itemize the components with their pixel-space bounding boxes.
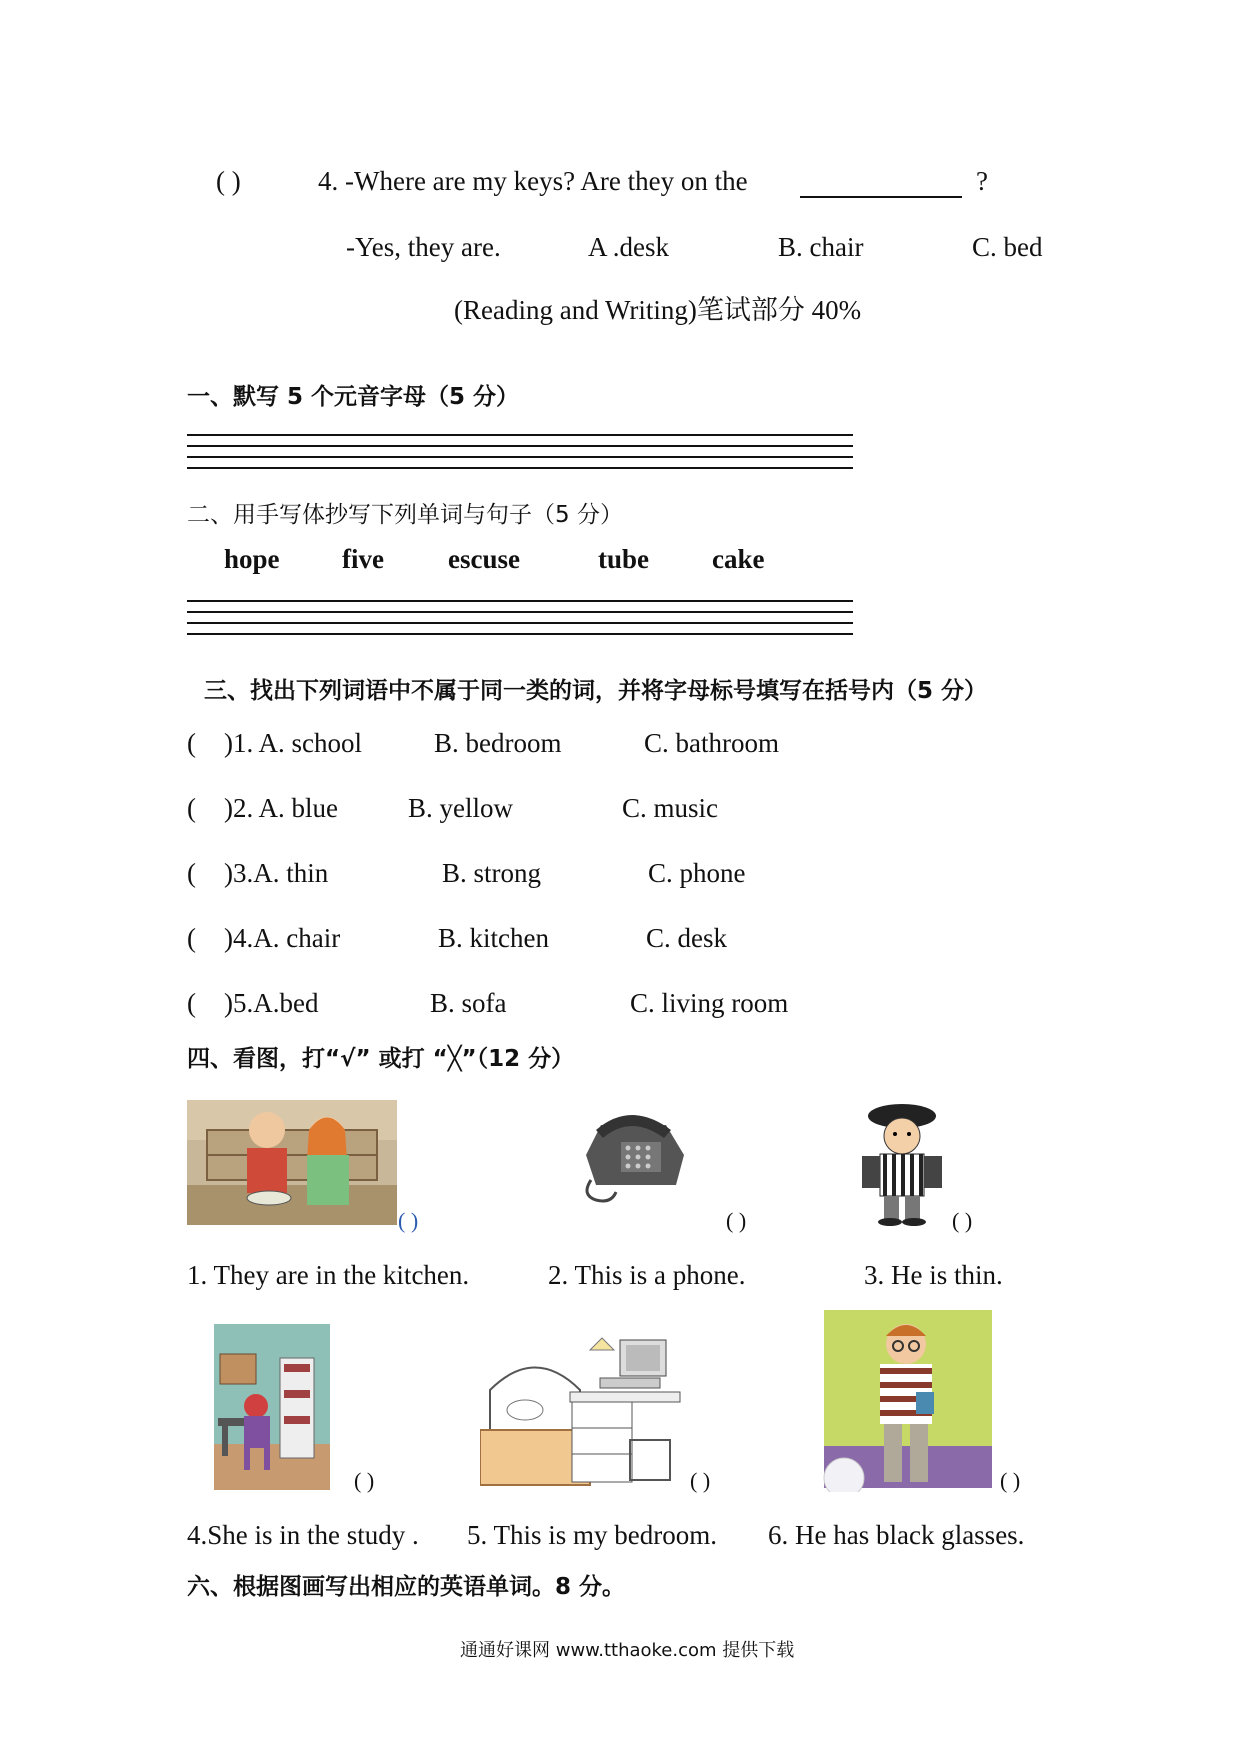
- copy-word: hope: [224, 544, 280, 574]
- option-a: )5.A.bed: [224, 988, 319, 1018]
- section3-title: 三、找出下列词语中不属于同一类的词，并将字母标号填写在括号内（5 分）: [204, 678, 988, 704]
- answer-paren[interactable]: ( ): [398, 1208, 419, 1233]
- question-end: ?: [976, 166, 988, 196]
- picture-caption: 3. He is thin.: [864, 1260, 1003, 1290]
- copy-word: escuse: [448, 544, 520, 574]
- answer-paren[interactable]: (: [187, 923, 196, 953]
- answer-paren[interactable]: (: [187, 793, 196, 823]
- glasses-boy-picture: [818, 1306, 998, 1492]
- writing-lines-1[interactable]: [187, 434, 853, 478]
- answer-paren[interactable]: (: [187, 988, 196, 1018]
- option-b: B. bedroom: [434, 728, 562, 758]
- picture-caption: 4.She is in the study .: [187, 1520, 419, 1550]
- answer-paren[interactable]: ( ): [690, 1468, 711, 1493]
- option-a: )3.A. thin: [224, 858, 329, 888]
- section4-title: 四、看图，打“√” 或打 “╳”（12 分）: [187, 1046, 575, 1072]
- option-b: B. sofa: [430, 988, 507, 1018]
- option-b: B. kitchen: [438, 923, 549, 953]
- option-c: C. bathroom: [644, 728, 779, 758]
- option-b: B. chair: [778, 232, 864, 262]
- footer-text: 通通好课网 www.tthaoke.com 提供下载: [460, 1640, 795, 1661]
- answer-paren[interactable]: ( ): [216, 166, 241, 196]
- question-text: 4. -Where are my keys? Are they on the: [318, 166, 748, 196]
- study-picture: [214, 1324, 330, 1490]
- writing-lines-2[interactable]: [187, 600, 853, 644]
- answer-paren[interactable]: ( ): [354, 1468, 375, 1493]
- copy-word: five: [342, 544, 384, 574]
- answer-paren[interactable]: ( ): [952, 1208, 973, 1233]
- option-c: C. desk: [646, 923, 727, 953]
- boy-picture: [852, 1098, 952, 1226]
- option-c: C. bed: [972, 232, 1043, 262]
- kitchen-picture: [187, 1100, 397, 1225]
- picture-caption: 1. They are in the kitchen.: [187, 1260, 470, 1290]
- picture-caption: 2. This is a phone.: [548, 1260, 746, 1290]
- option-b: B. yellow: [408, 793, 513, 823]
- phone-picture: [576, 1100, 691, 1205]
- option-a: )4.A. chair: [224, 923, 341, 953]
- answer-paren[interactable]: ( ): [726, 1208, 747, 1233]
- picture-caption: 5. This is my bedroom.: [467, 1520, 718, 1550]
- option-c: C. phone: [648, 858, 746, 888]
- answer-paren[interactable]: ( ): [1000, 1468, 1021, 1493]
- option-c: C. music: [622, 793, 719, 823]
- option-a: )1. A. school: [224, 728, 362, 758]
- bedroom-picture: [480, 1330, 690, 1490]
- option-b: B. strong: [442, 858, 542, 888]
- option-c: C. living room: [630, 988, 789, 1018]
- section2-title: 二、用手写体抄写下列单词与句子（5 分）: [187, 502, 623, 528]
- picture-caption: 6. He has black glasses.: [768, 1520, 1025, 1550]
- option-a: A .desk: [588, 232, 669, 262]
- copy-word: tube: [598, 544, 650, 574]
- answer-paren[interactable]: (: [187, 728, 196, 758]
- answer-line: -Yes, they are.: [346, 232, 501, 262]
- section6-title: 六、根据图画写出相应的英语单词。8 分。: [187, 1574, 626, 1600]
- copy-word: cake: [712, 544, 765, 574]
- option-a: )2. A. blue: [224, 793, 338, 823]
- answer-paren[interactable]: (: [187, 858, 196, 888]
- answer-blank[interactable]: [800, 196, 962, 198]
- part-title: (Reading and Writing)笔试部分 40%: [454, 295, 862, 325]
- section1-title: 一、默写 5 个元音字母（5 分）: [187, 384, 520, 410]
